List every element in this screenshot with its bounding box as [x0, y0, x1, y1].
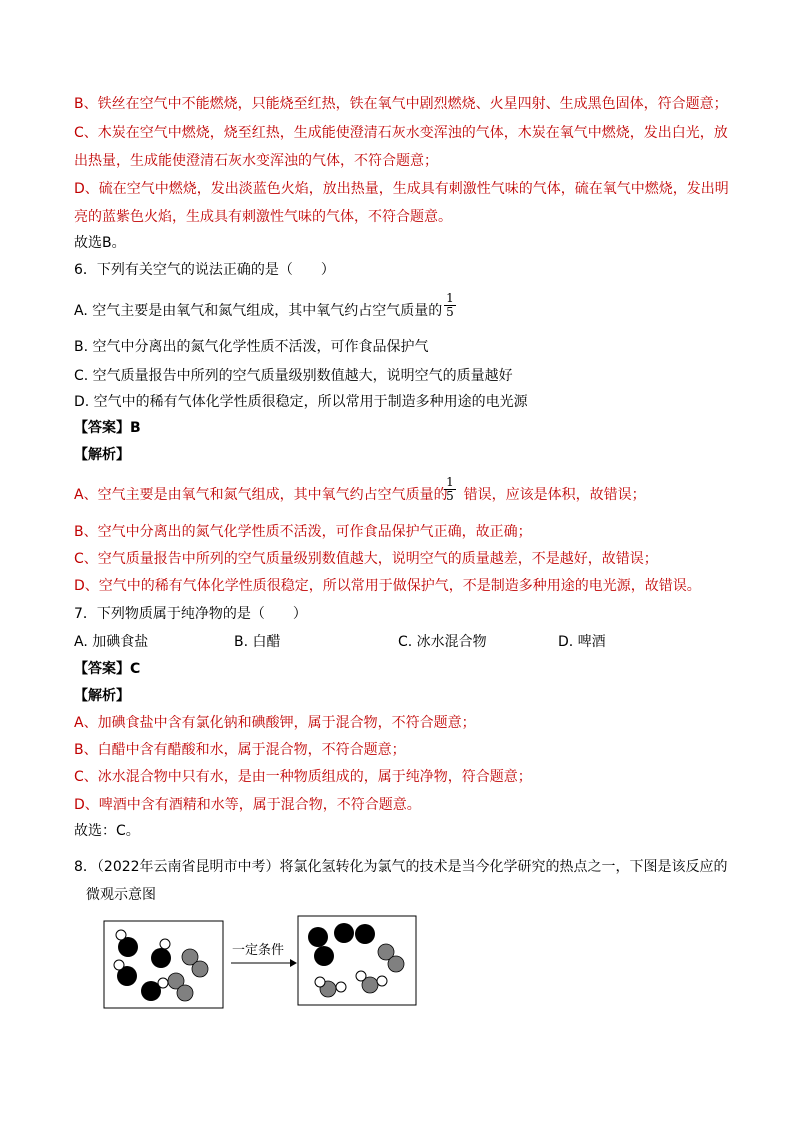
- hydrogen-atom: [377, 976, 387, 986]
- q7-explanation-b: B、白醋中含有醋酸和水，属于混合物，不符合题意；: [74, 742, 406, 758]
- product-molecules: [308, 923, 404, 997]
- q6-option-a: A. 空气主要是由氧气和氮气组成，其中氧气约占空气质量的: [74, 303, 443, 319]
- q5-explanation-d-line1: D、硫在空气中燃烧，发出淡蓝色火焰，放出热量，生成具有刺激性气味的气体，硫在氧气中燃烧，发出明: [74, 181, 729, 197]
- oxygen-atom: [177, 985, 193, 1001]
- q8-stem-line2: 微观示意图: [86, 887, 156, 903]
- q6-answer: 【答案】B: [74, 420, 141, 436]
- q7-explanation-c: C、冰水混合物中只有水，是由一种物质组成的，属于纯净物，符合题意；: [74, 769, 532, 785]
- q7-answer: 【答案】C: [74, 661, 141, 677]
- chlorine-atom: [308, 927, 328, 947]
- q6-explanation-c: C、空气质量报告中所列的空气质量级别数值越大，说明空气的质量越差，不是越好，故错误；: [74, 551, 658, 567]
- q7-option-b: B. 白醋: [234, 634, 281, 650]
- hydrogen-atom: [158, 978, 168, 988]
- q7-option-d: D. 啤酒: [558, 634, 606, 650]
- q5-explanation-d-line2: 亮的蓝紫色火焰，生成具有刺激性气味的气体，不符合题意。: [74, 209, 452, 225]
- q6-explanation-d: D、空气中的稀有气体化学性质很稳定，所以常用于做保护气，不是制造多种用途的电光源，故错误。: [74, 578, 701, 594]
- hydrogen-atom: [336, 982, 346, 992]
- q5-explanation-b: B、铁丝在空气中不能燃烧，只能烧至红热，铁在氧气中剧烈燃烧、火星四射、生成黑色固体，符合题意；: [74, 96, 728, 112]
- q7-explanation-a: A、加碘食盐中含有氯化钠和碘酸钾，属于混合物，不符合题意；: [74, 715, 476, 731]
- q8-stem-line1: 8．（2022年云南省昆明市中考）将氯化氢转化为氯气的技术是当今化学研究的热点之一，下图是该反应的: [74, 859, 728, 875]
- fraction-denominator: 5: [446, 305, 454, 319]
- reaction-condition-label: 一定条件: [232, 943, 285, 958]
- q5-conclusion: 故选B。: [74, 235, 126, 251]
- q5-explanation-c-line1: C、木炭在空气中燃烧，烧至红热，生成能使澄清石灰水变浑浊的气体，木炭在氧气中燃烧，发出白光，放: [74, 125, 728, 141]
- hydrogen-atom: [116, 930, 126, 940]
- hydrogen-atom: [315, 977, 325, 987]
- q6-explanation-b: B、空气中分离出的氮气化学性质不活泼，可作食品保护气正确，故正确；: [74, 524, 532, 540]
- arrow-head: [290, 959, 297, 967]
- hydrogen-atom: [356, 971, 366, 981]
- q7-option-a: A. 加碘食盐: [74, 634, 149, 650]
- q7-conclusion: 故选：C。: [74, 823, 140, 839]
- q7-analysis-heading: 【解析】: [74, 688, 130, 704]
- hydrogen-atom: [160, 939, 170, 949]
- q6-explanation-a-post: 错误，应该是体积，故错误；: [463, 487, 646, 503]
- q6-explanation-a-pre: A、空气主要是由氧气和氮气组成，其中氧气约占空气质量的: [74, 487, 448, 503]
- q7-option-c: C. 冰水混合物: [398, 634, 487, 650]
- chlorine-atom: [334, 923, 354, 943]
- oxygen-atom: [388, 956, 404, 972]
- chlorine-atom: [151, 948, 171, 968]
- reactant-molecules: [114, 930, 208, 1001]
- q7-stem: 7．下列物质属于纯净物的是（ ）: [74, 606, 307, 622]
- q6-stem: 6．下列有关空气的说法正确的是（ ）: [74, 262, 335, 278]
- q6-option-b: B. 空气中分离出的氮气化学性质不活泼，可作食品保护气: [74, 339, 429, 355]
- hydrogen-atom: [114, 960, 124, 970]
- q6-analysis-heading: 【解析】: [74, 447, 130, 463]
- fraction-denominator: 5: [446, 489, 454, 503]
- q6-option-d: D. 空气中的稀有气体化学性质很稳定，所以常用于制造多种用途的电光源: [74, 394, 528, 410]
- chlorine-atom: [355, 924, 375, 944]
- q7-explanation-d: D、啤酒中含有酒精和水等，属于混合物，不符合题意。: [74, 797, 421, 813]
- oxygen-atom: [192, 961, 208, 977]
- q6-option-c: C. 空气质量报告中所列的空气质量级别数值越大，说明空气的质量越好: [74, 368, 513, 384]
- fraction-numerator: 1: [444, 292, 456, 306]
- chlorine-atom: [314, 946, 334, 966]
- fraction-numerator: 1: [444, 476, 456, 490]
- q5-explanation-c-line2: 出热量，生成能使澄清石灰水变浑浊的气体，不符合题意；: [74, 153, 438, 169]
